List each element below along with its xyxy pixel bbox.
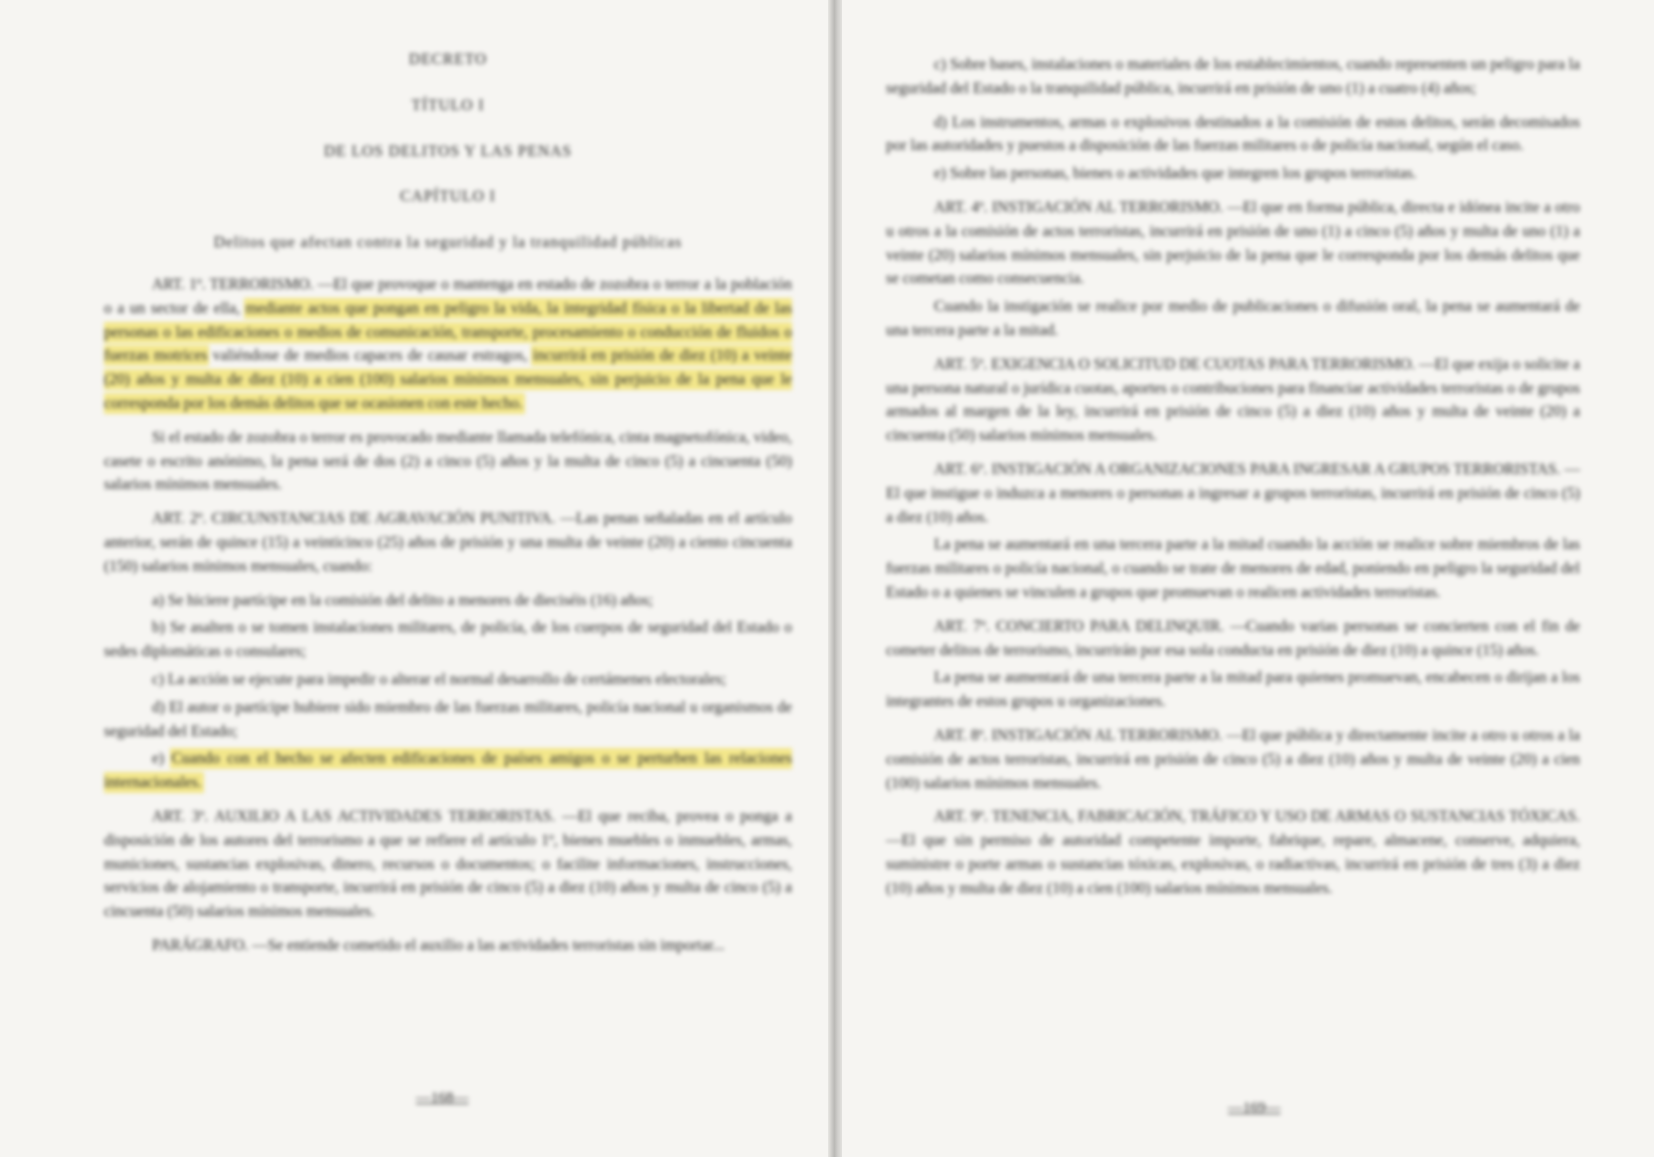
paragraph: ART. 6º. INSTIGACIÓN A ORGANIZACIONES PARA INGRESAR A GRUPOS TERRORISTAS. —El que instigue o induzca a menores o personas a ingresar a grupos terroristas, incurrirá en prisión de cinco (5) a diez (10) años. bbox=[886, 460, 1580, 526]
list-item: d) El autor o partícipe hubiere sido miembro de las fuerzas militares, policía nacional u organismos de seguridad del Estado; bbox=[104, 698, 792, 740]
paragraph bbox=[104, 273, 792, 416]
page-number: —168— bbox=[416, 1090, 469, 1106]
list-item: a) Se hiciere partícipe en la comisión del delito a menores de dieciséis (16) años; bbox=[152, 591, 653, 609]
decree-heading: DECRETO bbox=[408, 51, 488, 68]
left-text-block bbox=[104, 48, 792, 968]
paragraph: La pena se aumentará en una tercera parte a la mitad cuando la acción se realice sobre miembros de las fuerzas militares o policía nacional, o cuando se trate de menores de edad, poniendo en peligro la seguridad del Estado o a quienes se vinculen a grupos que promuevan o realicen actividades terroristas. bbox=[886, 536, 1580, 601]
paragraph: c) Sobre bases, instalaciones o materiales de los establecimientos, cuando representen un peligro para la seguridad del Estado o la tranquilidad pública, incurrirá en prisión de uno (1) a cuatro (4) años; bbox=[886, 56, 1580, 97]
paragraph: ART. 5º. EXIGENCIA O SOLICITUD DE CUOTAS PARA TERRORISMO. —El que exija o solicite a una persona natural o jurídica cuotas, aportes o contribuciones para financiar actividades terroristas o de grupos armados al margen de la ley, incurrirá en prisión de cinco (5) a diez (10) años y multa de veinte (20) a cincuenta (50) salarios mínimos mensuales. bbox=[886, 355, 1580, 445]
paragraph: La pena se aumentará de una tercera parte a la mitad para quienes promuevan, encabecen o dirijan a los integrantes de estos grupos u organizaciones. bbox=[886, 669, 1580, 711]
paragraph-text: valiéndose de medios capaces de causar estragos, bbox=[207, 347, 533, 365]
list-item: c) La acción se ejecute para impedir o alterar el normal desarrollo de certámenes electorales; bbox=[152, 670, 727, 688]
paragraph: ART. 7º. CONCIERTO PARA DELINQUIR. —Cuando varias personas se concierten con el fin de cometer delitos de terrorismo, incurrirán por esa sola conducta en prisión de diez (10) a quince (15) años. bbox=[886, 617, 1580, 659]
paragraph: d) Los instrumentos, armas o explosivos destinados a la comisión de estos delitos, serán decomisados por las autoridades y puestos a disposición de las fuerzas militares o de policía nacional, según el caso. bbox=[886, 113, 1580, 155]
paragraph: ART. 3º. AUXILIO A LAS ACTIVIDADES TERRORISTAS. —El que reciba, provea o ponga a disposición de los autores del terrorismo a que se refiere el artículo 1º, bienes muebles o inmuebles, armas, municiones, sustancias explosivas, dinero, recursos o documentos; o facilite informaciones, instrucciones, servicios de alojamiento o transporte, incurrirá en prisión de cinco (5) a diez (10) años y multa de cinco (5) a cincuenta (50) salarios mínimos mensuales. bbox=[104, 807, 792, 921]
paragraph: ART. 9º. TENENCIA, FABRICACIÓN, TRÁFICO Y USO DE ARMAS O SUSTANCIAS TÓXICAS. —El que sin permiso de autoridad competente importe, fabrique, repare, almacene, conserve, adquiera, suministre o porte armas o sustancias tóxicas, explosivas, o radiactivas, incurrirá en prisión de tres (3) a diez (10) años y multa de diez (10) a cien (100) salarios mínimos mensuales. bbox=[886, 808, 1580, 897]
chapter-subtitle: Delitos que afectan contra la seguridad y la tranquilidad públicas bbox=[213, 234, 683, 252]
right-page bbox=[842, 0, 1654, 1157]
chapter-heading: CAPÍTULO I bbox=[400, 188, 496, 206]
paragraph: ART. 2º. CIRCUNSTANCIAS DE AGRAVACIÓN PUNITIVA. —Las penas señaladas en el artículo anterior, serán de quince (15) a veinticinco (25) años de prisión y una multa de veinte (20) a ciento cincuenta (150) salarios mínimos mensuales, cuando: bbox=[104, 510, 792, 575]
highlighted-text: Cuando con el hecho se afecten edificaciones de países amigos o se perturben las relaciones internacionales. bbox=[104, 750, 792, 792]
paragraph-text: e) bbox=[152, 750, 172, 768]
list-item bbox=[104, 747, 792, 795]
paragraph: Cuando la instigación se realice por medio de publicaciones o difusión oral, la pena se aumentará de una tercera parte a la mitad. bbox=[886, 298, 1580, 339]
section-heading: DE LOS DELITOS Y LAS PENAS bbox=[323, 142, 573, 160]
paragraph: ART. 4º. INSTIGACIÓN AL TERRORISMO. —El que en forma pública, directa e idónea incite a otro u otros a la comisión de actos terroristas, incurrirá en prisión de uno (1) a cinco (5) años y multa de uno (1) a veinte (20) salarios mínimos mensuales, sin perjuicio de la pena que le corresponda por los demás delitos que se cometan como consecuencia. bbox=[886, 198, 1580, 288]
list-item: b) Se asalten o se tomen instalaciones militares, de policía, de los cuerpos de seguridad del Estado o sedes diplomáticas o consulares; bbox=[104, 619, 792, 661]
title-heading: TÍTULO I bbox=[411, 96, 485, 114]
page-number: —169— bbox=[1228, 1100, 1281, 1116]
paragraph: ART. 8º. INSTIGACIÓN AL TERRORISMO. —El que pública y directamente incite a otro u otros a la comisión de actos terroristas, incurrirá en prisión de cinco (5) a diez (10) años y multa de veinte (20) a cien (100) salarios mínimos mensuales. bbox=[886, 726, 1580, 792]
highlighted-text: mediante actos que pongan en peligro la vida, la integridad física o la libertad de las personas o las edificaciones o medios de comunicación, transporte, procesamiento o conducción de fluidos o fuerzas motrices bbox=[104, 299, 793, 365]
paragraph: PARÁGRAFO. —Se entiende cometido el auxilio a las actividades terroristas sin importar... bbox=[152, 936, 725, 954]
paragraph-text: ART. 1º. TERRORISMO. —El que provoque o mantenga en estado de zozobra o terror a la población o a un sector de ella, bbox=[104, 275, 792, 317]
highlighted-text: incurrirá en prisión de diez (10) a veinte (20) años y multa de diez (10) a cien (100) salarios mínimos mensuales, sin perjuicio de la pena que le corresponda por los demás delitos que se ocasionen con este hecho. bbox=[104, 347, 792, 412]
paragraph: e) Sobre las personas, bienes o actividades que integren los grupos terroristas. bbox=[934, 165, 1417, 183]
right-text-block bbox=[886, 53, 1580, 911]
paragraph: Si el estado de zozobra o terror es provocado mediante llamada telefónica, cinta magnetofónica, video, casete o escrito anónimo, la pena será de dos (2) a cinco (5) años y la multa de cinco (5) a cincuenta (50) salarios mínimos mensuales. bbox=[104, 428, 792, 494]
